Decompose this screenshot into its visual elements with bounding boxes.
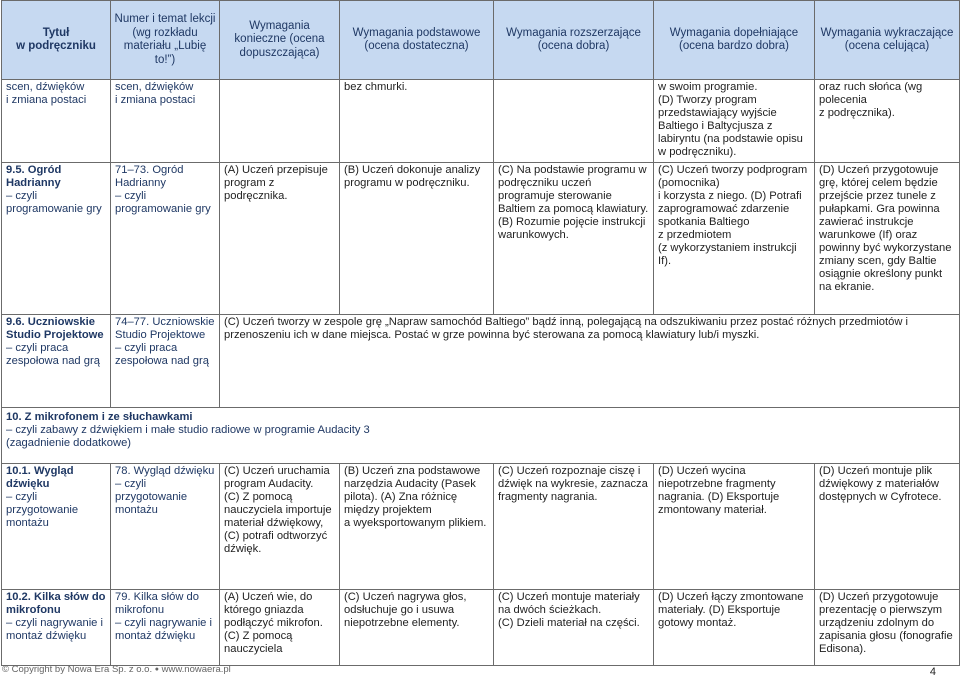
cell-lesson: 79. Kilka słów do mikrofonu – czyli nagrywanie i montaż dźwięku: [111, 590, 220, 666]
cell-title: [2, 163, 111, 315]
header-exceeding: Wymagania wykraczające (ocena celująca): [815, 1, 960, 80]
table-row: [2, 163, 960, 315]
website-link[interactable]: www.nowaera.pl: [161, 664, 231, 675]
section-note: (zagadnienie dodatkowe): [6, 437, 132, 449]
section-row: [2, 408, 960, 464]
cell-title: scen, dźwięków i zmiana postaci: [2, 80, 111, 163]
cell-supplementary: (D) Uczeń łączy zmontowane materiały. (D) Eksportuje gotowy montaż.: [654, 590, 815, 666]
cell-title: [2, 590, 111, 666]
header-lesson: Numer i temat lekcji (wg rozkładu materiału „Lubię to!”): [111, 1, 220, 80]
title-sub: – czyli przygotowanie montażu: [6, 491, 79, 529]
cell-title: [2, 464, 111, 590]
requirements-table: [1, 0, 960, 666]
header-extended: Wymagania rozszerzające (ocena dobra): [494, 1, 654, 80]
header-required: Wymagania konieczne (ocena dopuszczająca): [220, 1, 340, 80]
cell-extended: (C) Uczeń rozpoznaje ciszę i dźwięk na wykresie, zaznacza fragmenty nagrania.: [494, 464, 654, 590]
title-sub: – czyli programowanie gry: [6, 190, 102, 215]
cell-extended: (C) Na podstawie programu w podręczniku uczeń programuje sterowanie Baltiem za pomocą klawiatury. (B) Rozumie pojęcie instrukcji warunkowych.: [494, 163, 654, 315]
cell-lesson: 78. Wygląd dźwięku – czyli przygotowanie montażu: [111, 464, 220, 590]
table-row: [2, 80, 960, 163]
cell-basic: (B) Uczeń dokonuje analizy programu w podręczniku.: [340, 163, 494, 315]
header-basic: Wymagania podstawowe (ocena dostateczna): [340, 1, 494, 80]
cell-required: (A) Uczeń wie, do którego gniazda podłączyć mikrofon. (C) Z pomocą nauczyciela: [220, 590, 340, 666]
title-sub: – czyli nagrywanie i montaż dźwięku: [6, 617, 104, 642]
cell-title: [2, 315, 111, 408]
cell-lesson: 74–77. Uczniowskie Studio Projektowe – czyli praca zespołowa nad grą: [111, 315, 220, 408]
cell-required: [220, 80, 340, 163]
section-subtitle: – czyli zabawy z dźwiękiem i małe studio radiowe w programie Audacity 3: [6, 424, 370, 436]
cell-exceeding: (D) Uczeń montuje plik dźwiękowy z materiałów dostępnych w Cyfrotece.: [815, 464, 960, 590]
cell-exceeding: oraz ruch słońca (wg polecenia z podręcznika).: [815, 80, 960, 163]
cell-basic: (C) Uczeń nagrywa głos, odsłuchuje go i usuwa niepotrzebne elementy.: [340, 590, 494, 666]
cell-exceeding: (D) Uczeń przygotowuje grę, której celem będzie przejście przez tunele z pułapkami. Gra powinna zawierać instrukcje warunkowe (If) oraz powinny być wykorzystane zmiany scen, gdy Baltie osiągnie określony punkt na ekranie.: [815, 163, 960, 315]
title-main: 9.6. Uczniowskie Studio Projektowe: [6, 316, 104, 341]
cell-lesson: scen, dźwięków i zmiana postaci: [111, 80, 220, 163]
cell-merged-requirements: (C) Uczeń tworzy w zespole grę „Napraw samochód Baltiego” bądź inną, polegającą na odszukiwaniu przez postać różnych przedmiotów i przenoszeniu ich w dane miejsca. Postać w grze powinna być sterowana za pomocą klawiatury lub/i myszki.: [220, 315, 960, 408]
section-title: 10. Z mikrofonem i ze słuchawkami: [6, 411, 193, 423]
title-main: 10.1. Wygląd dźwięku: [6, 465, 74, 490]
cell-extended: (C) Uczeń montuje materiały na dwóch ścieżkach. (C) Dzieli materiał na części.: [494, 590, 654, 666]
title-main: 9.5. Ogród Hadrianny: [6, 164, 62, 189]
cell-lesson: 71–73. Ogród Hadrianny – czyli programowanie gry: [111, 163, 220, 315]
section-header: [2, 408, 960, 464]
copyright-text: © Copyright by Nowa Era Sp. z o.o.: [2, 664, 153, 675]
cell-basic: (B) Uczeń zna podstawowe narzędzia Audacity (Pasek pilota). (A) Zna różnicę między projektem a wyeksportowanym plikiem.: [340, 464, 494, 590]
cell-supplementary: w swoim programie. (D) Tworzy program przedstawiający wyjście Baltiego i Baltycjusza z labiryntu (na podstawie opisu w podręczniku).: [654, 80, 815, 163]
table-row: [2, 464, 960, 590]
page-number: 4: [929, 666, 936, 678]
cell-required: (A) Uczeń przepisuje program z podręcznika.: [220, 163, 340, 315]
cell-supplementary: (D) Uczeń wycina niepotrzebne fragmenty nagrania. (D) Eksportuje zmontowany materiał.: [654, 464, 815, 590]
header-row: [2, 1, 960, 80]
table-row: [2, 590, 960, 666]
header-supplementary: Wymagania dopełniające (ocena bardzo dobra): [654, 1, 815, 80]
cell-required: (C) Uczeń uruchamia program Audacity. (C) Z pomocą nauczyciela importuje materiał dźwiękowy, (C) potrafi odtworzyć dźwięk.: [220, 464, 340, 590]
table-row: [2, 315, 960, 408]
cell-supplementary: (C) Uczeń tworzy podprogram (pomocnika) i korzysta z niego. (D) Potrafi zaprogramować zdarzenie spotkania Baltiego z przedmiotem (z wykorzystaniem instrukcji If).: [654, 163, 815, 315]
cell-extended: [494, 80, 654, 163]
title-sub: – czyli praca zespołowa nad grą: [6, 342, 100, 367]
header-title: Tytuł w podręczniku: [2, 1, 111, 80]
title-main: 10.2. Kilka słów do mikrofonu: [6, 591, 106, 616]
page-footer: [2, 664, 958, 678]
cell-exceeding: (D) Uczeń przygotowuje prezentację o pierwszym urządzeniu zdolnym do zapisania głosu (fonografie Edisona).: [815, 590, 960, 666]
bullet-icon: ●: [154, 665, 159, 673]
cell-basic: bez chmurki.: [340, 80, 494, 163]
